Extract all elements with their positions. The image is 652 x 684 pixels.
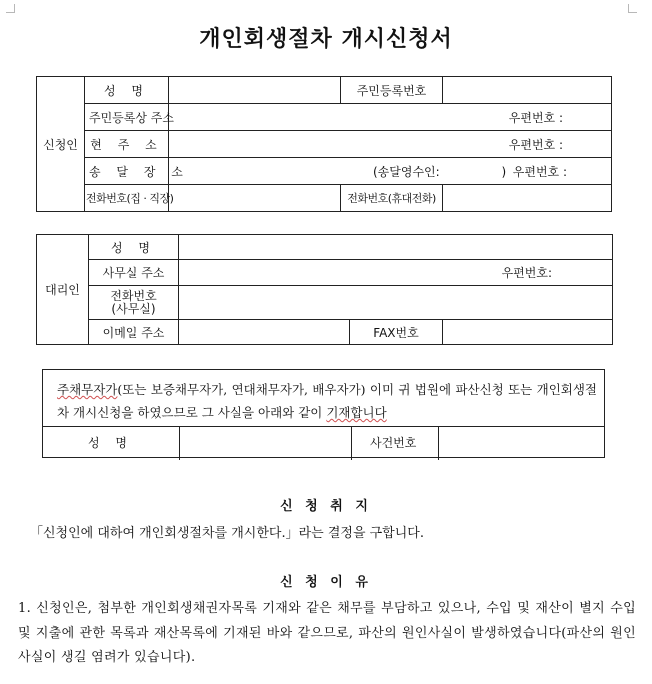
notice-row (42, 426, 605, 460)
applicant-reg-address-field[interactable] (169, 104, 612, 131)
applicant-delivery-field[interactable] (169, 158, 612, 185)
page-corner-mark-right (628, 4, 637, 13)
document-title: 개인회생절차 개시신청서 (199, 26, 453, 52)
page-corner-mark-left (6, 4, 15, 13)
applicant-mobile-label: 전화번호(휴대전화) (341, 185, 443, 212)
agent-table (36, 234, 613, 345)
applicant-mobile-field[interactable] (443, 185, 612, 212)
applicant-current-postal-label: 우편번호 : (508, 137, 563, 152)
applicant-reg-postal-label: 우편번호 : (508, 110, 563, 125)
notice-case-field[interactable] (439, 427, 604, 460)
applicant-rrn-field[interactable] (443, 77, 612, 104)
agent-office-address-field[interactable] (179, 260, 613, 286)
agent-fax-label: FAX번호 (350, 320, 443, 345)
agent-name-field[interactable] (179, 235, 613, 260)
agent-phone-label (89, 286, 179, 320)
notice-text (57, 378, 597, 424)
applicant-group-label: 신청인 (37, 77, 85, 212)
agent-email-label: 이메일 주소 (89, 320, 179, 345)
agent-phone-label-line1: 전화번호 (110, 288, 157, 303)
applicant-current-address-field[interactable] (169, 131, 612, 158)
agent-email-field[interactable] (179, 320, 350, 345)
delivery-agent-close: ) (501, 164, 507, 179)
agent-phone-label-line2: (사무실) (111, 301, 156, 316)
notice-case-label: 사건번호 (370, 436, 417, 450)
agent-phone-field[interactable] (179, 286, 613, 320)
applicant-phone-home-field[interactable] (169, 185, 341, 212)
reason-title: 신 청 이 유 (280, 575, 372, 590)
reason-text: 1. 신청인은, 첨부한 개인회생채권자목록 기재와 같은 채무를 부담하고 있으나, 수입 및 재산이 별지 수입 및 지출에 관한 목록과 재산목록에 기재된 바와 같으므로, 파산의 원인사실이 발생하였습니다(파산의 원인사실이 생길 염려가 있습니다). (18, 601, 636, 665)
agent-office-address-label: 사무실 주소 (89, 260, 179, 286)
applicant-delivery-label: 송 달 장 소 (85, 158, 169, 185)
agent-postal-label: 우편번호: (501, 266, 552, 280)
applicant-phone-home-label: 전화번호(집 · 직장) (85, 185, 169, 212)
notice-name-label: 성 명 (88, 436, 133, 450)
agent-fax-field[interactable] (443, 320, 613, 345)
applicant-reg-address-label: 주민등록상 주소 (85, 104, 169, 131)
agent-name-label: 성 명 (89, 235, 179, 260)
applicant-delivery-postal-label: 우편번호 : (512, 164, 567, 179)
notice-text-part1: 주채무자가 (57, 382, 118, 397)
notice-text-part2: (또는 보증채무자가, 연대채무자가, 배우자가) 이미 귀 법원에 파산신청 또는 개인회생절차 개시신청을 하였으므로 그 사실을 아래와 같이 (57, 382, 597, 420)
applicant-name-label: 성 명 (85, 77, 169, 104)
prior-filing-notice (42, 369, 605, 458)
notice-name-field[interactable] (180, 427, 350, 460)
notice-divider-2 (351, 427, 352, 460)
delivery-agent-label: (송달영수인: (373, 164, 440, 179)
applicant-rrn-label: 주민등록번호 (341, 77, 443, 104)
agent-group-label: 대리인 (37, 235, 89, 345)
purpose-text: 「신청인에 대하여 개인회생절차를 개시한다.」라는 결정을 구합니다. (30, 526, 424, 541)
applicant-current-address-label: 현 주 소 (85, 131, 169, 158)
notice-text-part3: 기재합니다 (326, 405, 387, 420)
purpose-title: 신 청 취 지 (280, 499, 372, 514)
applicant-name-field[interactable] (169, 77, 341, 104)
applicant-table (36, 76, 612, 212)
